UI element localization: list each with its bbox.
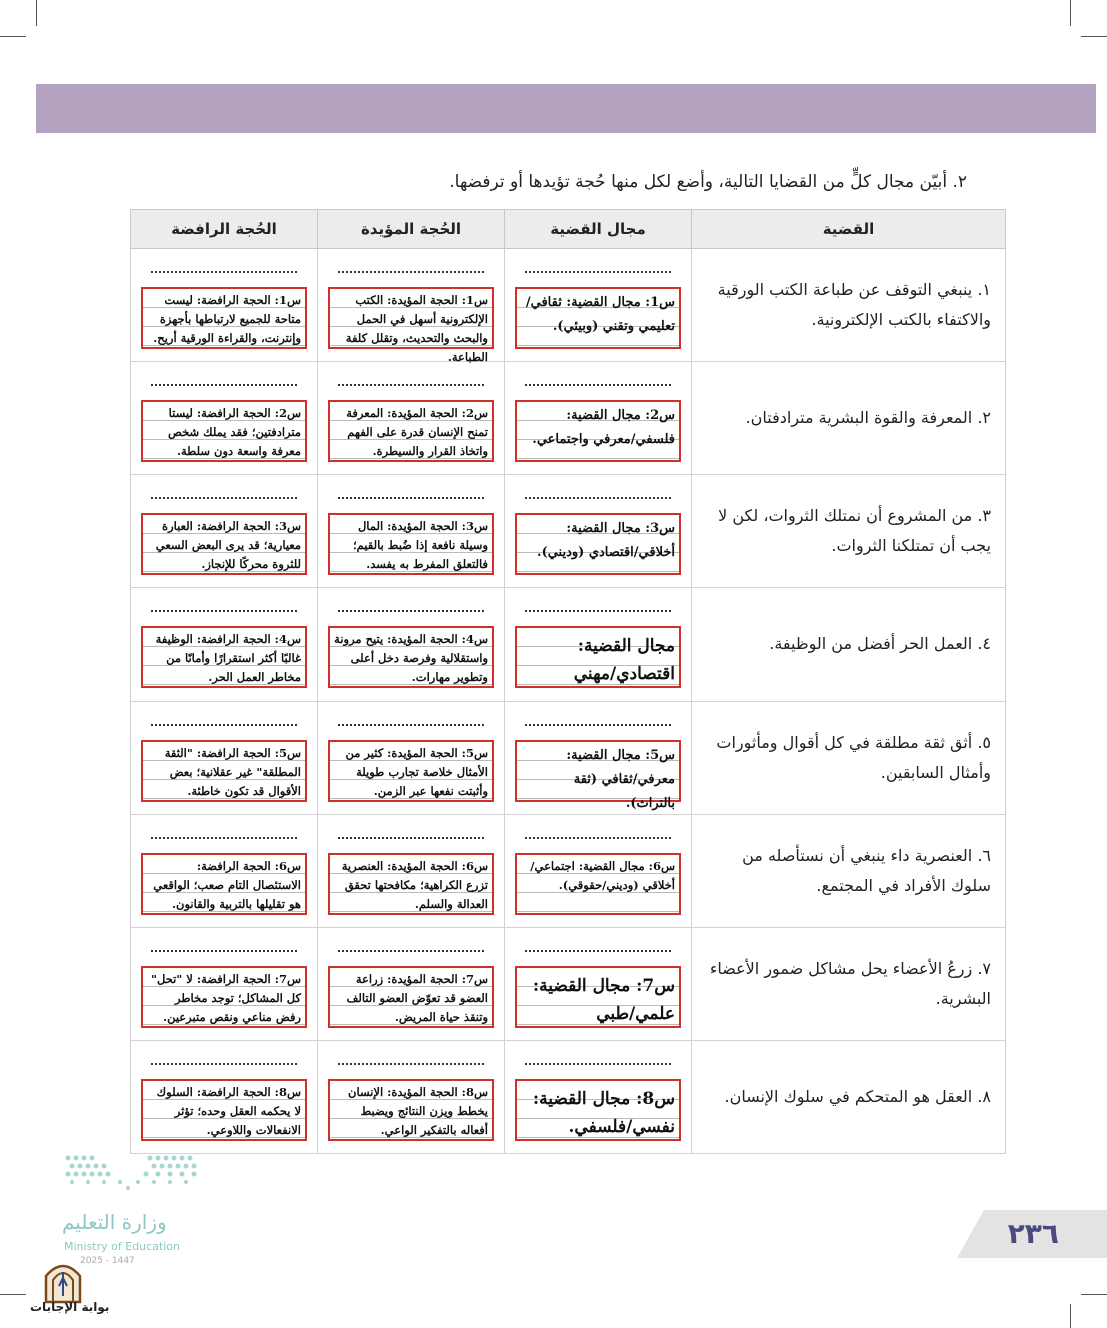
crop-mark — [1070, 1304, 1071, 1328]
for-answer[interactable]: س3: الحجة المؤيدة: المال وسيلة نافعة إذا ضُبط بالقيم؛ فالتعلق المفرط به يفسد. — [328, 513, 494, 575]
answers-gate-logo-icon — [38, 1256, 88, 1302]
instruction-text: ٢. أبيّن مجال كلٍّ من القضايا التالية، وأضع لكل منها حُجة تؤيدها أو ترفضها. — [449, 172, 967, 192]
for-answer[interactable]: س7: الحجة المؤيدة: زراعة العضو قد تعوّض العضو التالف وتنقذ حياة المريض. — [328, 966, 494, 1028]
header-band — [36, 84, 1096, 133]
against-answer[interactable]: س1: الحجة الرافضة: ليست متاحة للجميع لارتباطها بأجهزة وإنترنت، والقراءة الورقية أريح. — [141, 287, 307, 349]
crop-mark — [36, 0, 37, 26]
field-answer[interactable]: س6: مجال القضية: اجتماعي/ أخلاقي (وديني/حقوقي). — [515, 853, 681, 915]
against-answer[interactable]: س4: الحجة الرافضة: الوظيفة غالبًا أكثر استقرارًا وأمانًا من مخاطر العمل الحر. — [141, 626, 307, 688]
answers-gate-name: بوابة الإجابات — [30, 1300, 110, 1314]
for-answer[interactable]: س2: الحجة المؤيدة: المعرفة تمنح الإنسان قدرة على الفهم واتخاذ القرار والسيطرة. — [328, 400, 494, 462]
against-answer[interactable]: س8: الحجة الرافضة: السلوك لا يحكمه العقل وحده؛ تؤثر الانفعالات واللاوعي. — [141, 1079, 307, 1141]
ministry-name-en: Ministry of Education — [64, 1240, 181, 1253]
table-row — [131, 701, 1006, 814]
for-answer[interactable]: س6: الحجة المؤيدة: العنصرية تزرع الكراهية؛ مكافحتها تحقق العدالة والسلم. — [328, 853, 494, 915]
table-row — [131, 1040, 1006, 1153]
issues-table — [130, 209, 1006, 1154]
field-answer[interactable]: س7: مجال القضية: علمي/طبي — [515, 966, 681, 1028]
against-answer[interactable]: س7: الحجة الرافضة: لا "تحل" كل المشاكل؛ توجد مخاطر رفض مناعي ونقص متبرعين. — [141, 966, 307, 1028]
against-answer[interactable]: س6: الحجة الرافضة: الاستئصال التام صعب؛ الواقعي هو تقليلها بالتربية والقانون. — [141, 853, 307, 915]
field-answer[interactable]: مجال القضية: اقتصادي/مهني — [515, 626, 681, 688]
issue-text: ١. ينبغي التوقف عن طباعة الكتب الورقية والاكتفاء بالكتب الإلكترونية. — [717, 280, 991, 330]
table-row — [131, 475, 1006, 588]
issue-text: ٤. العمل الحر أفضل من الوظيفة. — [769, 634, 991, 654]
header-for: الحُجة المؤيدة — [318, 210, 505, 249]
header-issue: القضية — [692, 210, 1006, 249]
issue-text: ٢. المعرفة والقوة البشرية مترادفتان. — [745, 408, 991, 428]
for-answer[interactable]: س1: الحجة المؤيدة: الكتب الإلكترونية أسهل في الحمل والبحث والتحديث، وتقلل كلفة الطباعة. — [328, 287, 494, 349]
table-row — [131, 588, 1006, 701]
field-answer[interactable]: س2: مجال القضية: فلسفي/معرفي واجتماعي. — [515, 400, 681, 462]
table-row — [131, 249, 1006, 362]
header-field: مجال القضية — [505, 210, 692, 249]
for-answer[interactable]: س4: الحجة المؤيدة: يتيح مرونة واستقلالية وفرصة دخل أعلى وتطوير مهارات. — [328, 626, 494, 688]
issue-text: ٥. أثق ثقة مطلقة في كل أقوال ومأثورات وأمثال السابقين. — [716, 732, 991, 782]
ministry-years: 2025 - 1447 — [80, 1256, 135, 1266]
field-answer[interactable]: س8: مجال القضية: نفسي/فلسفي. — [515, 1079, 681, 1141]
header-against: الحُجة الرافضة — [131, 210, 318, 249]
for-answer[interactable]: س5: الحجة المؤيدة: كثير من الأمثال خلاصة تجارب طويلة وأثبتت نفعها عبر الزمن. — [328, 740, 494, 802]
field-answer[interactable]: س1: مجال القضية: ثقافي/ تعليمي وتقني (وبيئي). — [515, 287, 681, 349]
table-header-row — [131, 210, 1006, 249]
issue-text: ٣. من المشروع أن نمتلك الثروات، لكن لا يجب أن تمتلكنا الثروات. — [718, 506, 991, 556]
field-answer[interactable]: س5: مجال القضية: معرفي/ثقافي (ثقة بالتراث). — [515, 740, 681, 802]
crop-mark — [0, 1294, 26, 1295]
against-answer[interactable]: س2: الحجة الرافضة: ليستا مترادفتين؛ فقد يملك شخص معرفة واسعة دون سلطة. — [141, 400, 307, 462]
crop-mark — [0, 36, 26, 37]
table-row — [131, 814, 1006, 927]
issue-text: ٨. العقل هو المتحكم في سلوك الإنسان. — [724, 1086, 991, 1106]
ministry-name: وزارة التعليم — [62, 1210, 167, 1234]
crop-mark — [1081, 36, 1107, 37]
table-row — [131, 927, 1006, 1040]
crop-mark — [1070, 0, 1071, 26]
field-answer[interactable]: س3: مجال القضية: أخلاقي/اقتصادي (وديني). — [515, 513, 681, 575]
issue-text: ٧. زرعُ الأعضاء يحل مشاكل ضمور الأعضاء البشرية. — [709, 958, 991, 1008]
page-number: ٢٣٦ — [1007, 1217, 1059, 1250]
against-answer[interactable]: س5: الحجة الرافضة: "الثقة المطلقة" غير عقلانية؛ بعض الأقوال قد تكون خاطئة. — [141, 740, 307, 802]
crop-mark — [1081, 1294, 1107, 1295]
against-answer[interactable]: س3: الحجة الرافضة: العبارة معيارية؛ قد يرى البعض السعي للثروة محركًا للإنجاز. — [141, 513, 307, 575]
table-row — [131, 362, 1006, 475]
for-answer[interactable]: س8: الحجة المؤيدة: الإنسان يخطط ويزن النتائج ويضبط أفعاله بالتفكير الواعي. — [328, 1079, 494, 1141]
issue-text: ٦. العنصرية داء ينبغي أن نستأصله من سلوك الأفراد في المجتمع. — [742, 845, 991, 895]
